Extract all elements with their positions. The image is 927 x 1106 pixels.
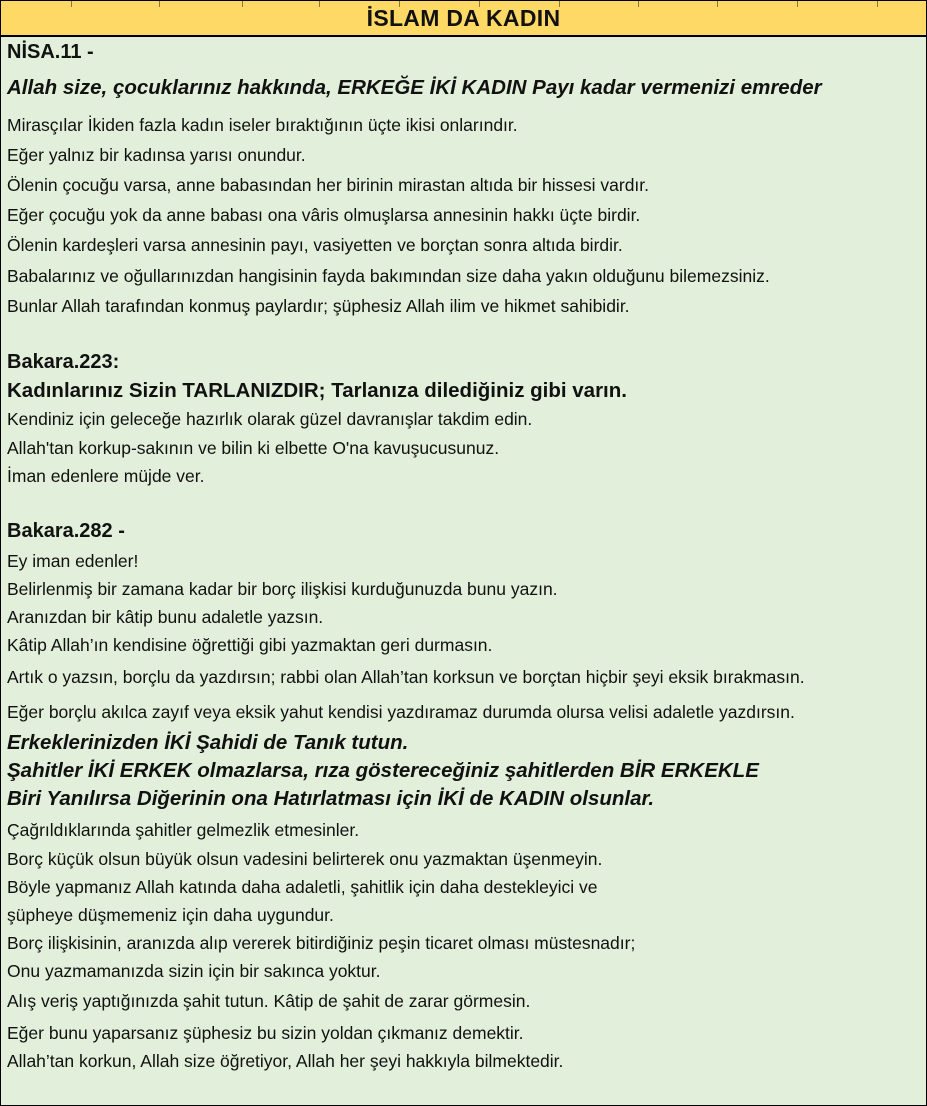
text-line: Eğer yalnız bir kadınsa yarısı onundur. xyxy=(7,145,306,165)
emphasis-line: Kadınlarınız Sizin TARLANIZDIR; Tarlanıza dilediğiniz gibi varın. xyxy=(7,379,627,402)
text-line: Onu yazmamanızda sizin için bir sakınca yoktur. xyxy=(7,961,381,981)
text-line: Böyle yapmanız Allah katında daha adaletli, şahitlik için daha destekleyici ve xyxy=(7,877,598,897)
text-line: Ey iman edenler! xyxy=(7,551,139,571)
section-heading-nisa: NİSA.11 - xyxy=(7,41,94,63)
section-heading-bakara-223: Bakara.223: xyxy=(7,351,120,373)
text-line: Eğer bunu yaparsanız şüphesiz bu sizin yoldan çıkmanız demektir. xyxy=(7,1023,524,1043)
emphasis-line: Erkeklerinizden İKİ Şahidi de Tanık tutun. xyxy=(7,731,409,754)
text-line: Çağrıldıklarında şahitler gelmezlik etmesinler. xyxy=(7,820,360,840)
title-bar xyxy=(1,1,926,37)
text-line: Ölenin çocuğu varsa, anne babasından her birinin mirastan altıda bir hissesi vardır. xyxy=(7,175,650,195)
text-line: Alış veriş yaptığınızda şahit tutun. Kâtip de şahit de zarar görmesin. xyxy=(7,991,531,1011)
text-line: Ölenin kardeşleri varsa annesinin payı, vasiyetten ve borçtan sonra altıda birdir. xyxy=(7,235,623,255)
section-heading-bakara-282: Bakara.282 - xyxy=(7,520,125,542)
page-title: İSLAM DA KADIN xyxy=(366,5,561,31)
text-line: Allah'tan korkup-sakının ve bilin ki elbette O'na kavuşucusunuz. xyxy=(7,438,500,458)
text-line: Aranızdan bir kâtip bunu adaletle yazsın. xyxy=(7,607,324,627)
text-line: Kâtip Allah’ın kendisine öğrettiği gibi yazmaktan geri durmasın. xyxy=(7,635,493,655)
emphasis-line: Şahitler İKİ ERKEK olmazlarsa, rıza göstereceğiniz şahitlerden BİR ERKEKLE xyxy=(7,759,759,782)
text-line: şüpheye düşmemeniz için daha uygundur. xyxy=(7,905,334,925)
emphasis-line: Allah size, çocuklarınız hakkında, ERKEĞE İKİ KADIN Payı kadar vermenizi emreder xyxy=(7,76,822,99)
text-line: Eğer çocuğu yok da anne babası ona vâris olmuşlarsa annesinin hakkı üçte birdir. xyxy=(7,205,641,225)
text-line: Bunlar Allah tarafından konmuş paylardır; şüphesiz Allah ilim ve hikmet sahibidir. xyxy=(7,296,630,316)
text-line: Borç ilişkisinin, aranızda alıp vererek bitirdiğiniz peşin ticaret olması müstesnadır; xyxy=(7,933,636,953)
text-line: Allah’tan korkun, Allah size öğretiyor, Allah her şeyi hakkıyla bilmektedir. xyxy=(7,1051,564,1071)
text-line: Eğer borçlu akılca zayıf veya eksik yahut kendisi yazdıramaz durumda olursa velisi adaletle yazdırsın. xyxy=(7,702,795,722)
text-line: Artık o yazsın, borçlu da yazdırsın; rabbi olan Allah’tan korksun ve borçtan hiçbir şeyi eksik bırakmasın. xyxy=(7,667,805,687)
text-line: İman edenlere müjde ver. xyxy=(7,466,205,486)
text-line: Belirlenmiş bir zamana kadar bir borç ilişkisi kurduğunuzda bunu yazın. xyxy=(7,579,558,599)
text-line: Babalarınız ve oğullarınızdan hangisinin fayda bakımından size daha yakın olduğunu bilemezsiniz. xyxy=(7,266,770,286)
text-line: Mirasçılar İkiden fazla kadın iseler bıraktığının üçte ikisi onlarındır. xyxy=(7,115,518,135)
emphasis-line: Biri Yanılırsa Diğerinin ona Hatırlatması için İKİ de KADIN olsunlar. xyxy=(7,787,655,810)
text-line: Kendiniz için geleceğe hazırlık olarak güzel davranışlar takdim edin. xyxy=(7,409,533,429)
text-line: Borç küçük olsun büyük olsun vadesini belirterek onu yazmaktan üşenmeyin. xyxy=(7,849,603,869)
